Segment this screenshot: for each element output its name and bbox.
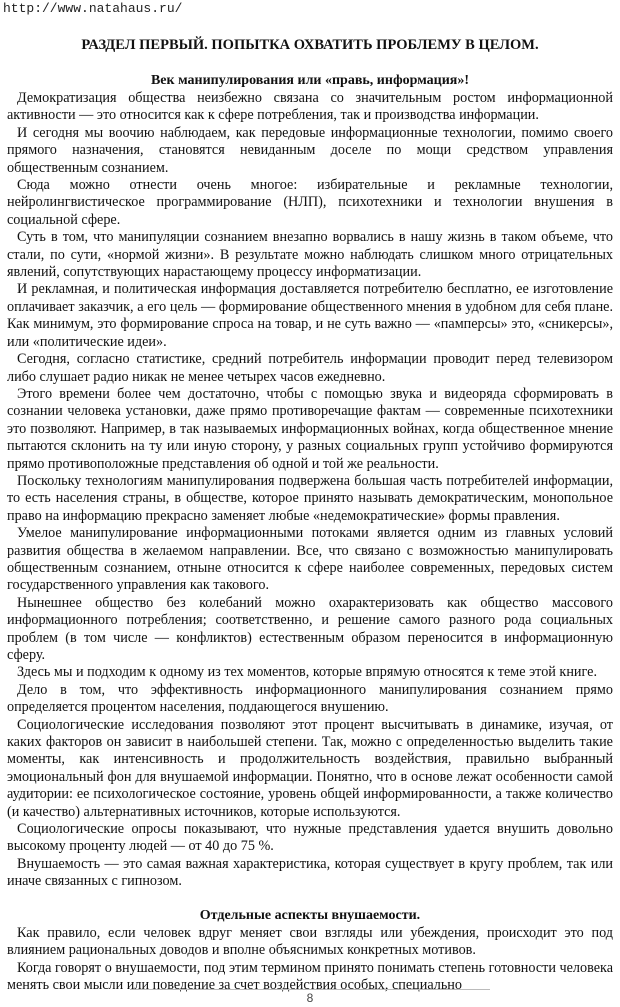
source-url: http://www.natahaus.ru/ [3,1,183,16]
paragraph: Внушаемость — это самая важная характеристика, которая существует в кругу проблем, так или иначе связанных с гипнозом. [7,855,613,890]
paragraph: И рекламная, и политическая информация доставляется потребителю бесплатно, ее изготовление оплачивает заказчик, а его цель — формирование общественного мнения в удобном для себя плане. Как минимум, это формирование спроса на товар, и не суть важно — «памперсы» это, «сникерсы», или «политические идеи». [7,281,613,350]
paragraph: Социологические опросы показывают, что нужные представления удается внушить довольно высокому проценту людей — от 40 до 75 %. [7,821,613,855]
paragraph: Социологические исследования позволяют этот процент высчитывать в динамике, изучая, от каких факторов он зависит в наибольшей степени. Так, можно с определенностью выделить такие моменты, как интенсивность и продолжительность воздействия, правильно выбранный эмоциональный фон для внушаемой информации. Понятно, что в основе лежат особенности самой аудитории: ее психологическое состояние, уровень общей информированности, а также количество (и качество) альтернативных источников, которые используются. [7,716,613,820]
page-number: 8 [306,991,314,1005]
paragraph: Сегодня, согласно статистике, средний потребитель информации проводит перед телевизором либо слушает радио никак не менее четырех часов ежедневно. [7,351,613,385]
paragraph: Когда говорят о внушаемости, под этим термином принято понимать степень готовности человека менять свои мысли или поведение за счет воздействия особых, специально [7,959,613,993]
section-title: РАЗДЕЛ ПЕРВЫЙ. ПОПЫТКА ОХВАТИТЬ ПРОБЛЕМУ В ЦЕЛОМ. [81,37,539,53]
footer-divider [130,989,490,990]
subsection-title-manipulation: Век манипулирования или «правь, информация»! [150,73,470,88]
paragraph: Нынешнее общество без колебаний можно охарактеризовать как общество массового информационного потребления; соответственно, и решение самого разного рода социальных проблем (в том числе — конфликтов) естественным образом переносится в информационную сферу. [7,594,613,663]
document-page [7,36,613,994]
paragraph: Сюда можно отнести очень многое: избирательные и рекламные технологии, нейролингвистическое программирование (НЛП), психотехники и технологии внушения в социальной сфере. [7,177,613,228]
subsection-body-suggestibility [7,925,613,995]
paragraph: Этого времени более чем достаточно, чтобы с помощью звука и видеоряда сформировать в сознании человека установки, даже прямо противоречащие фактам — современные психотехники это позволяют. Например, в так называемых информационных войнах, когда общественное мнение пытаются склонить на ту или иную сторону, у разных социальных групп устойчиво формируются прямо противоположные представления об одной и той же реальности. [7,385,613,472]
section-gap [7,891,613,907]
paragraph: И сегодня мы воочию наблюдаем, как передовые информационные технологии, помимо своего прямого назначения, становятся невиданным доселе по мощи средством управления общественным сознанием. [7,124,613,176]
paragraph: Поскольку технологиям манипулирования подвержена большая часть потребителей информации, то есть населения страны, в обществе, которое принято называть демократическим, монопольное право на информацию прекрасно заменяет любые «недемократические» формы правления. [7,472,613,524]
paragraph: Здесь мы и подходим к одному из тех моментов, которые впрямую относятся к теме этой книге. [17,664,597,681]
subsection-body-manipulation [7,90,613,891]
paragraph: Умелое манипулирование информационными потоками является одним из главных условий развития общества в желаемом направлении. Все, что связано с возможностью манипулировать общественным сознанием, отныне относится к сфере наиболее современных, передовых систем государственного управления как такового. [7,525,613,594]
paragraph: Демократизация общества неизбежно связана со значительным ростом информационной активности — это относится как к сфере потребления, так и производства информации. [7,90,613,124]
subsection-title-suggestibility: Отдельные аспекты внушаемости. [199,907,421,923]
paragraph: Как правило, если человек вдруг меняет свои взгляды или убеждения, происходит это под влиянием рациональных доводов и вполне объяснимых конкретных мотивов. [7,924,613,959]
paragraph: Суть в том, что манипуляции сознанием внезапно ворвались в нашу жизнь в таком объеме, что стали, по сути, «нормой жизни». В результате можно наблюдать слишком много отрицательных явлений, сопутствующих нарастающему процессу информатизации. [7,229,613,281]
paragraph: Дело в том, что эффективность информационного манипулирования сознанием прямо определяется процентом населения, поддающегося внушению. [7,681,613,716]
